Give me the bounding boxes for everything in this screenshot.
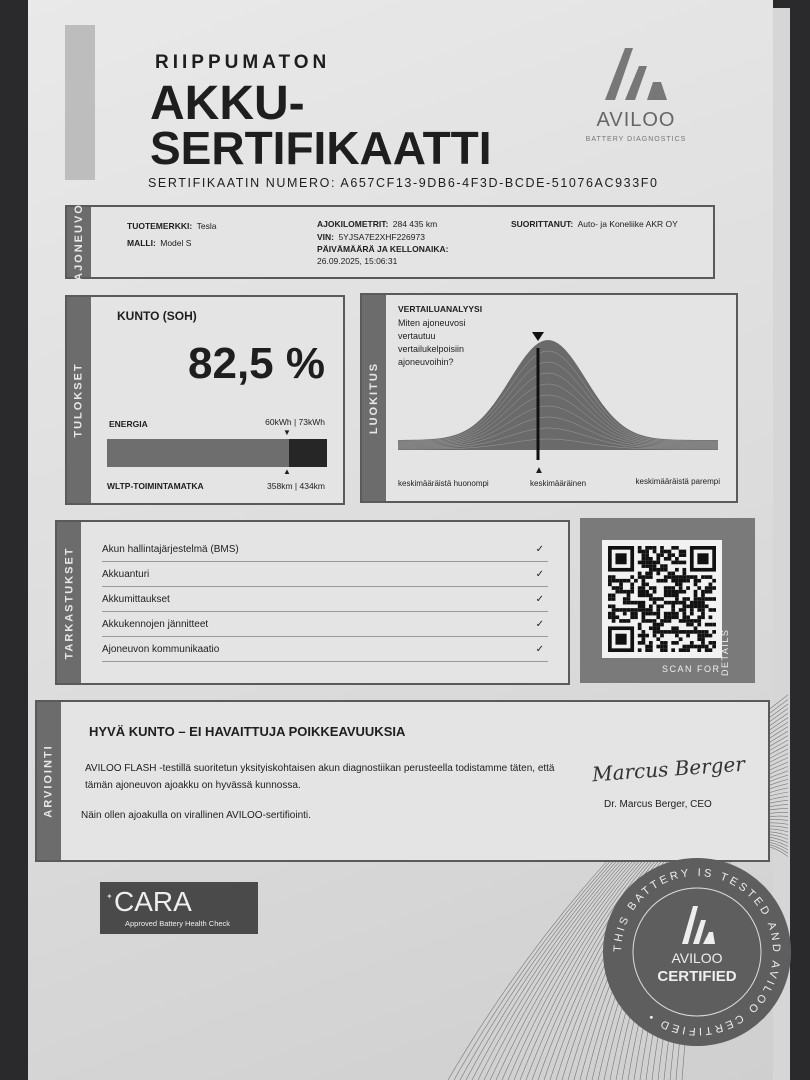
performed-by-label: SUORITTANUT: [511,219,574,229]
logo-tagline: BATTERY DIAGNOSTICS [585,136,687,143]
header-accent-bar [65,25,95,180]
range-label: WLTP-TOIMINTAMATKA [107,481,204,491]
signature: Marcus Berger [591,751,746,787]
page-title-line1: AKKU- [150,77,305,130]
label-average: keskimääräinen [530,479,587,488]
checks-section [55,520,570,685]
range-marker-icon: ▲ [283,467,291,476]
classification-section-label: LUOKITUS [362,295,386,501]
seal-brand: AVILOO [671,950,723,966]
check-icon: ✓ [535,593,544,605]
cara-name: CARA [114,886,192,917]
qr-caption-scan: SCAN FOR [662,664,721,674]
range-total: 434km [299,481,325,491]
model-value: Model S [160,238,192,248]
check-item: Akkuanturi ✓ [102,562,548,587]
energy-current: 60kWh [265,417,292,427]
label-below-average: keskimääräistä huonompi [398,479,489,488]
aviloo-logo-icon [603,48,669,104]
soh-label: KUNTO (SOH) [117,309,197,323]
check-icon: ✓ [535,643,544,655]
assessment-section [35,700,770,862]
qr-finder [615,553,626,564]
range-current: 358km [267,481,293,491]
assessment-heading: HYVÄ KUNTO – EI HAVAITTUJA POIKKEAVUUKSIA [89,724,406,739]
label-above-average: keskimääräistä parempi [635,477,720,486]
svg-text:THIS BATTERY IS TESTED AND AVI: THIS BATTERY IS TESTED AND AVILOO CERTIFIED • [611,866,783,1038]
soh-bar-fill [107,439,289,467]
assessment-body: AVILOO FLASH -testillä suoritetun yksityiskohtaisen akun diagnostiikan perusteella todistamme täten, että tämän ajoneuvon ajoakku on hyvässä kunnossa. [85,763,555,791]
distribution-curve [398,330,718,465]
cara-badge [100,882,258,934]
classification-section [360,293,738,503]
results-section: TULOKSET KUNTO (SOH) 82,5 % ENERGIA 60kWh | 73kWh ▼ ▲ WLTP-TOIMINTAMATKA 358km | 434km [65,295,345,505]
soh-bar [107,439,327,467]
results-section-label: TULOKSET [67,297,91,503]
mileage-label: AJOKILOMETRIT: [317,219,389,229]
qr-code[interactable] [602,540,722,658]
check-item: Akun hallintajärjestelmä (BMS) ✓ [102,537,548,562]
brand-value: Tesla [196,221,217,231]
logo-name: AVILOO [596,109,676,131]
checks-list [102,537,548,662]
datetime-value: 26.09.2025, 15:06:31 [317,256,398,266]
qr-finder [615,634,626,645]
vin-value: 5YJSA7E2XHF226973 [338,232,425,242]
datetime-label: PÄIVÄMÄÄRÄ JA KELLONAIKA: [317,244,449,254]
certificate-number: SERTIFIKAATIN NUMERO: A657CF13-9DB6-4F3D-BCDE-51076AC933F0 [148,176,659,190]
header-subtitle: RIIPPUMATON [155,52,331,73]
check-icon: ✓ [535,543,544,555]
energy-label: ENERGIA [109,419,148,429]
qr-panel[interactable] [580,518,755,683]
aviloo-logo [576,48,696,143]
check-item: Akkukennojen jännitteet ✓ [102,612,548,637]
aviloo-certified-seal [603,858,791,1046]
assessment-conclusion: Näin ollen ajoakulla on virallinen AVILOO-sertifiointi. [81,810,311,821]
stars-icon: ✦ [106,892,113,901]
check-item: Ajoneuvon kommunikaatio ✓ [102,637,548,662]
vehicle-section [65,205,715,279]
average-marker-icon: ▲ [534,465,544,476]
assessment-section-label: ARVIOINTI [37,702,61,860]
checks-section-label: TARKASTUKSET [57,522,81,683]
brand-label: TUOTEMERKKI: [127,221,193,231]
check-icon: ✓ [535,568,544,580]
mileage-value: 284 435 km [392,219,438,229]
qr-finder [697,553,708,564]
performed-by-value: Auto- ja Koneliike AKR OY [577,219,678,229]
model-label: MALLI: [127,238,156,248]
aviloo-seal-logo-icon [681,906,715,946]
certificate-page [28,0,783,1080]
vin-label: VIN: [317,232,334,242]
vehicle-section-label: AJONEUVO [67,207,91,277]
comparison-question: Miten ajoneuvosi vertautuu vertailukelpoisiin ajoneuvoihin? [398,318,466,367]
signer-name: Dr. Marcus Berger, CEO [604,799,712,810]
page-title-line2: SERTIFIKAATTI [150,122,492,174]
energy-total: 73kWh [298,417,325,427]
vehicle-marker-icon [532,332,544,341]
soh-value: 82,5 % [188,339,325,388]
energy-marker-icon: ▼ [283,428,291,437]
curve-area [398,340,718,450]
seal-label: CERTIFIED [657,968,737,985]
cara-tagline: Approved Battery Health Check [125,919,231,928]
qr-caption-details: DETAILS [720,628,730,676]
check-icon: ✓ [535,618,544,630]
comparison-title: VERTAILUANALYYSI [398,304,483,314]
check-item: Akkumittaukset ✓ [102,587,548,612]
